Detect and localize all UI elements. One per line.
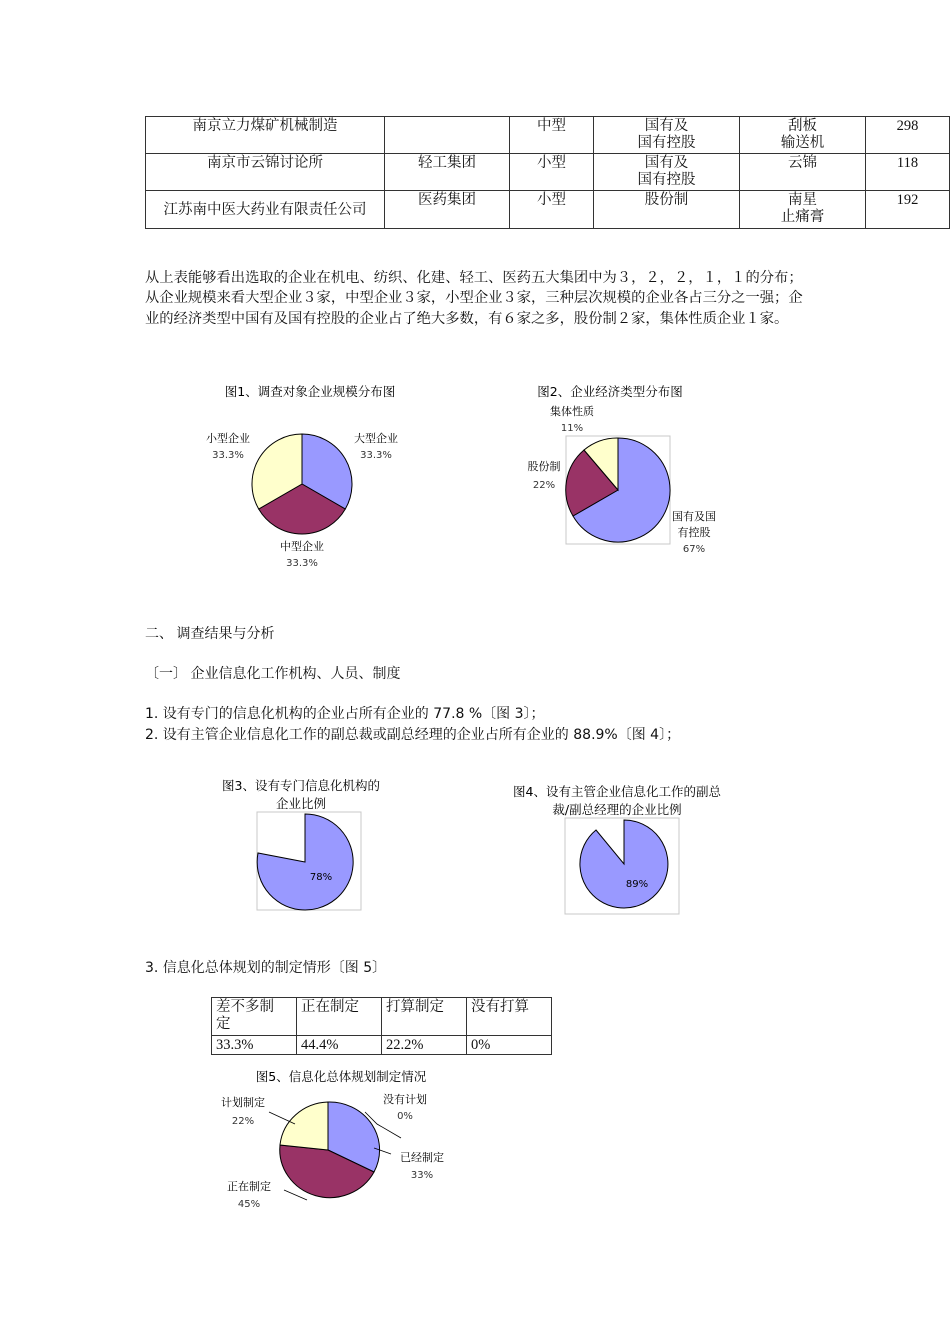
table-cell: 0% [467, 1036, 552, 1055]
fig1-label-medium: 中型企业 [280, 540, 324, 553]
table-row [146, 117, 950, 154]
fig2-label-state-owned-2: 有控股 [677, 526, 711, 539]
table-cell: 国有及 国有控股 [594, 154, 740, 191]
table-row [146, 154, 950, 191]
fig2-label-shareholding: 股份制 [527, 460, 561, 473]
table-header-cell: 没有打算 [467, 998, 552, 1036]
fig2-label-state-owned: 国有及国 [672, 510, 716, 523]
fig2-pct-shareholding: 22% [532, 480, 556, 491]
fig4-title-line1: 图4、设有主管企业信息化工作的副总 [513, 784, 721, 799]
fig1-label-small: 小型企业 [206, 432, 250, 445]
fig3-slice-yes [257, 814, 353, 910]
fig2-pct-collective: 11% [560, 423, 584, 434]
table-cell: 南京立力煤矿机械制造 [146, 117, 385, 154]
fig5-label-planned: 计划制定 [221, 1096, 265, 1109]
planning-table [211, 997, 552, 1055]
table-cell: 22.2% [382, 1036, 467, 1055]
table-cell: 江苏南中医大药业有限责任公司 [146, 191, 385, 229]
item2-text: 2. 设有主管企业信息化工作的副总裁或副总经理的企业占所有企业的 88.9%〔图 4〕； [145, 727, 681, 743]
table-cell: 刮板 输送机 [740, 117, 866, 154]
table-row [212, 1036, 552, 1055]
table-cell: 轻工集团 [385, 154, 510, 191]
fig5-pct-done: 33% [410, 1170, 434, 1181]
fig1-pct-medium: 33.3% [286, 558, 318, 569]
item3-text: 3. 信息化总体规划的制定情形〔图 5〕 [145, 960, 387, 976]
section2-heading: 二、 调查结果与分析 [145, 627, 275, 642]
table-cell: 南京市云锦讨论所 [146, 154, 385, 191]
table-row [212, 998, 552, 1036]
fig3-title-line1: 图3、设有专门信息化机构的 [222, 778, 380, 793]
subsection1-heading: 〔一〕 企业信息化工作机构、人员、制度 [145, 667, 401, 682]
fig3-pie-chart [205, 772, 405, 917]
fig3-title-line2: 企业比例 [275, 796, 327, 811]
table-cell: 小型 [510, 154, 594, 191]
table-cell: 医药集团 [385, 191, 510, 229]
fig5-title: 图5、信息化总体规划制定情况 [255, 1069, 427, 1084]
fig2-pct-state-owned: 67% [682, 544, 706, 555]
fig5-leader-line [269, 1112, 295, 1124]
fig5-label-done: 已经制定 [400, 1151, 444, 1164]
table-header-cell: 打算制定 [382, 998, 467, 1036]
fig2-label-collective: 集体性质 [550, 405, 594, 418]
fig3-pct: 78% [309, 872, 333, 883]
fig1-pct-small: 33.3% [212, 450, 244, 461]
table-cell: 298 [866, 117, 950, 154]
analysis-paragraph: 从上表能够看出选取的企业在机电、纺织、化建、轻工、医药五大集团中为３，２，２，１，１的分布；从企业规模来看大型企业３家，中型企业３家，小型企业３家，三种层次规模的企业各占三分之一强；企业的经济类型中国有及国有控股的企业占了绝大多数，有６家之多，股份制２家，集体性质企业１家。 [145, 270, 803, 327]
fig4-pie-chart [495, 780, 745, 920]
fig2-pie-chart [510, 380, 750, 570]
fig5-pct-planned: 22% [231, 1116, 255, 1127]
fig1-label-large: 大型企业 [354, 432, 398, 445]
fig4-pct: 89% [625, 879, 649, 890]
table-cell: 118 [866, 154, 950, 191]
fig5-label-ongoing: 正在制定 [227, 1180, 271, 1193]
table-header-cell: 正在制定 [297, 998, 382, 1036]
table-cell: 192 [866, 191, 950, 229]
table-cell: 国有及 国有控股 [594, 117, 740, 154]
table-cell [385, 117, 510, 154]
item1-text: 1. 设有专门的信息化机构的企业占所有企业的 77.8 %〔图 3〕； [145, 706, 545, 722]
fig4-title-line2: 裁/副总经理的企业比例 [552, 802, 682, 817]
fig1-title: 图1、调查对象企业规模分布图 [224, 384, 396, 399]
fig2-title: 图2、企业经济类型分布图 [537, 384, 683, 399]
table-row [146, 191, 950, 229]
table-header-cell: 差不多制 定 [212, 998, 297, 1036]
table-cell: 云锦 [740, 154, 866, 191]
table-cell: 南星 止痛膏 [740, 191, 866, 229]
table-cell: 33.3% [212, 1036, 297, 1055]
table-cell: 44.4% [297, 1036, 382, 1055]
fig5-pct-ongoing: 45% [237, 1199, 261, 1210]
table-cell: 中型 [510, 117, 594, 154]
fig1-pct-large: 33.3% [360, 450, 392, 461]
fig4-slice-yes [580, 820, 668, 908]
fig5-slice-planned [280, 1102, 328, 1150]
table-cell: 股份制 [594, 191, 740, 229]
fig5-leader-line [284, 1190, 307, 1200]
fig5-label-none: 没有计划 [383, 1093, 427, 1106]
enterprise-table [145, 116, 950, 229]
table-cell: 小型 [510, 191, 594, 229]
fig1-pie-chart [190, 380, 430, 580]
fig5-pct-none: 0% [397, 1111, 413, 1122]
fig5-pie-chart [205, 1066, 485, 1216]
